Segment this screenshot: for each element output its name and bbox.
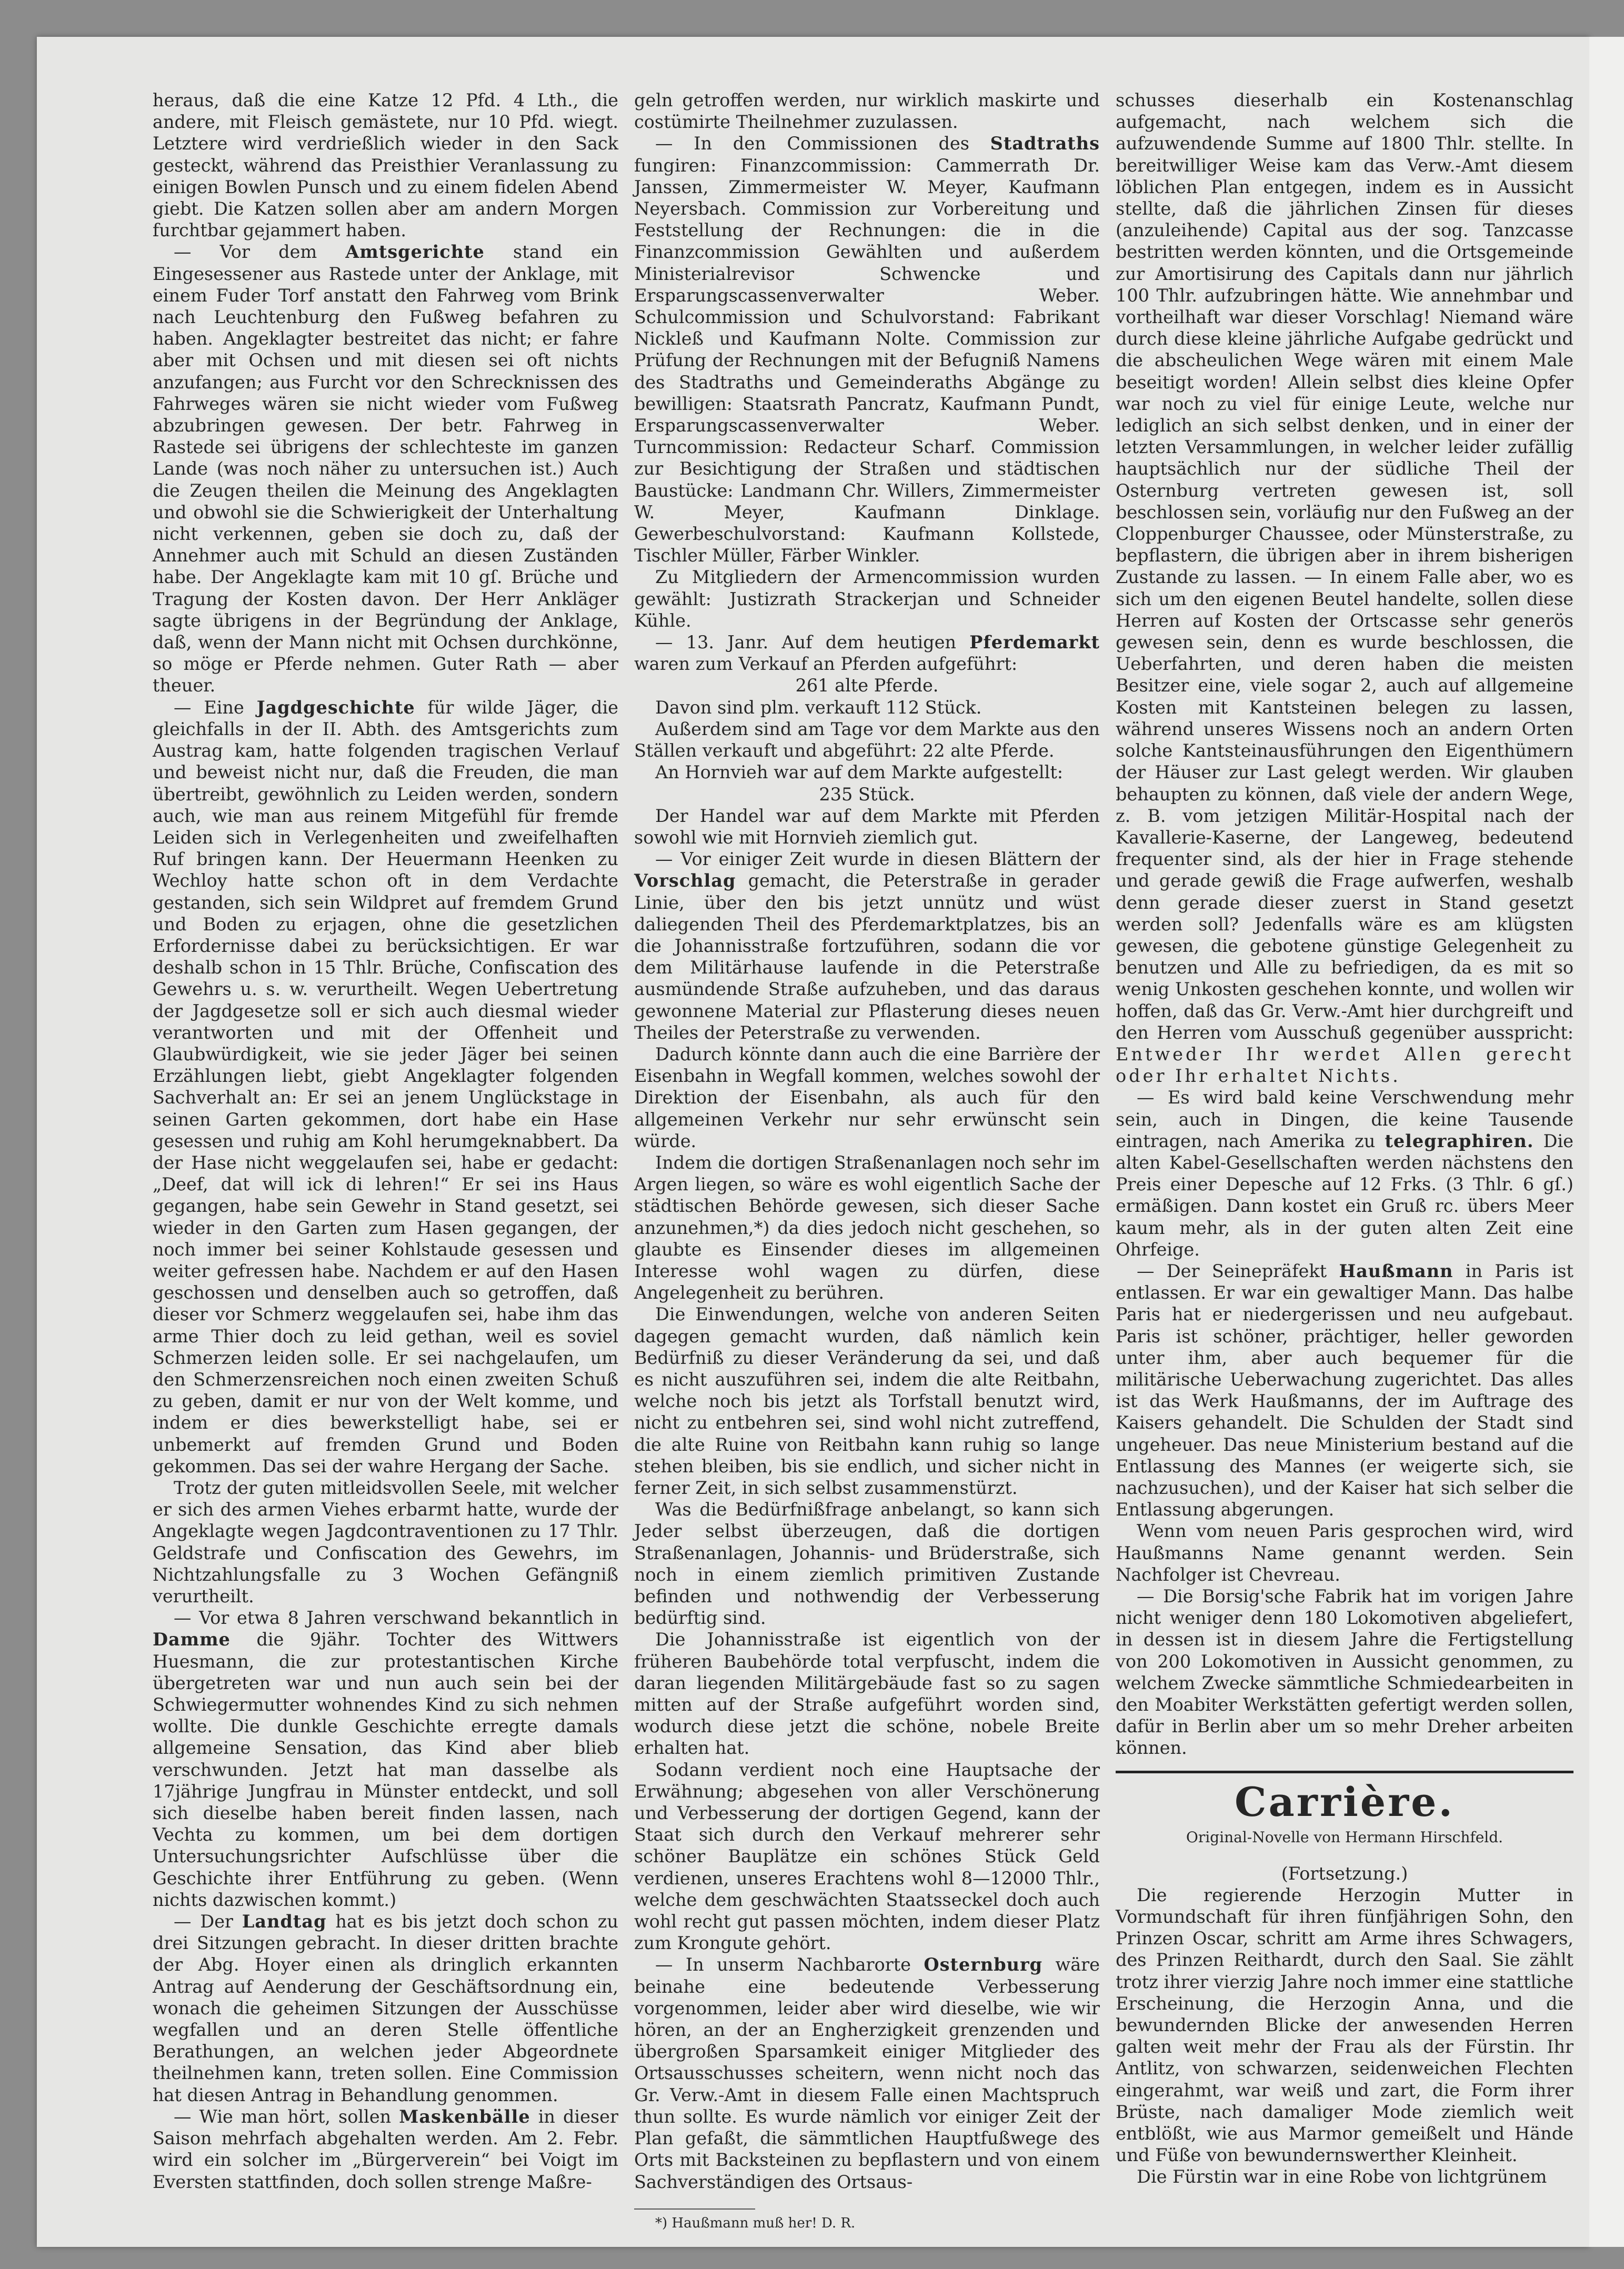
article-amtsgericht — [153, 241, 618, 696]
text: — Vor etwa 8 Jahren verschwand bekanntlich in — [174, 1608, 618, 1629]
paragraph: Trotz der guten mitleidsvollen Seele, mit welcher er sich des armen Viehes erbarmt hatte, wurde der Angeklagte wegen Jagdcontraventionen zu 17 Thlr. Geldstrafe und Confiscation des Gewehrs, im Nichtzahlungsfalle zu 3 Wochen Gefängniß verurtheilt. — [153, 1478, 618, 1607]
article-damme — [153, 1607, 618, 1911]
section-divider — [1116, 1771, 1573, 1773]
paragraph: geln getroffen werden, nur wirklich maskirte und costümirte Theilnehmer zuzulassen. — [634, 90, 1100, 133]
article-stadtrath — [634, 133, 1100, 566]
text: hat es bis jetzt doch schon zu drei Sitzungen gebracht. In dieser dritten brachte der Abg. Hoyer einen als dringlich erkannten Antrag auf Aenderung der Geschäftsordnung ein, wonach die geheimen Sitzungen der Ausschüsse wegfallen und an deren Stelle öffentliche Berathungen, an welchen jeder Abgeordnete theilnehmen kann, treten sollen. Eine Commission hat diesen Antrag in Behandlung genommen. — [153, 1911, 618, 2105]
keyword-stadtraths: Stadtraths — [990, 133, 1100, 154]
paragraph: Sodann verdient noch eine Hauptsache der Erwähnung; abgesehen von aller Verschönerung und Verbesserung der dortigen Gegend, kann der Staat sich durch den Verkauf mehrerer sehr schöner Bauplätze ein schönes Stück Geld verdienen, unseres Erachtens wohl 8—12000 Thlr., welche dem geschwächten Staatsseckel doch auch wohl recht gut passen möchten, indem dieser Platz zum Krongute gehört. — [634, 1759, 1100, 1954]
article-cats-end: heraus, daß die eine Katze 12 Pfd. 4 Lth., die andere, mit Fleisch gemästete, nur 10 Pfd. wiegt. Letztere wird verdrießlich wieder in den Sack gesteckt, während das Preisthier Veranlassung zu einigen Bowlen Punsch und zu einem fidelen Abend giebt. Die Katzen sollen aber am andern Morgen furchtbar gejammert haben. — [153, 90, 618, 241]
article-vorschlag — [634, 848, 1100, 1043]
article-jagdgeschichte — [153, 697, 618, 1477]
text: — Der Seinepräfekt — [1137, 1260, 1339, 1281]
keyword-haussmann: Haußmann — [1339, 1260, 1453, 1281]
novel-subtitle: Original-Novelle von Hermann Hirschfeld. — [1186, 1828, 1503, 1846]
text: — Wie man hört, sollen — [174, 2106, 399, 2127]
novel-continuation: (Fortsetzung.) — [1281, 1863, 1408, 1884]
text: — Vor dem — [174, 242, 346, 263]
article-osternburg — [634, 1954, 1100, 2192]
novel-paragraph: Die regierende Herzogin Mutter in Vormundschaft für ihren fünfjährigen Sohn, den Prinzen Oscar, schritt am Arme ihres Schwagers, des Prinzen Reithardt, durch den Saal. Sie zählt trotz ihrer vierzig Jahre noch immer eine stattliche Erscheinung, die Herzogin Anna, und die bewundernden Blicke der anwesenden Herren galten weit mehr der Frau als der Fürstin. Ihr Antlitz, von schwarzen, seidenweichen Flechten eingerahmt, war weiß und zart, die Form ihrer Brüste, nach damaliger Mode ziemlich weit entblößt, wie aus Marmor gemeißelt und Hände und Füße von bewundernswerther Kleinheit. — [1116, 1884, 1573, 2166]
text: gemacht, die Peterstraße in gerader Linie, über den bis jetzt unnütz und wüst daliegenden Theil des Pferdemarktplatzes, bis an die Johannisstraße fortzuführen, sodann die vor dem Militärhause laufende in die Peterstraße ausmündende Straße aufzuheben, und das daraus gewonnene Material zur Pflasterung dieses neuen Theiles der Peterstraße zu verwenden. — [634, 870, 1100, 1043]
paragraph — [1116, 89, 1573, 1087]
footnote: *) Haußmann muß her! D. R. — [655, 2215, 856, 2231]
novel-title: Carrière. — [1235, 1778, 1455, 1825]
paragraph: An Hornvieh war auf dem Markte aufgestellt: — [655, 762, 1064, 783]
keyword-jagdgeschichte: Jagdgeschichte — [256, 697, 415, 718]
text: die 9jähr. Tochter des Wittwers Huesmann, die zur protestantischen Kirche übergetreten war und nun auch sein bei der Schwiegermutter wohnendes Kind zu sich nehmen wollte. Die dunkle Geschichte erregte damals allgemeine Sensation, das Kind aber blieb verschwunden. Jetzt hat man dasselbe als 17jährige Jungfrau in Münster entdeckt, und soll sich dieselbe haben bereit finden lassen, nach Vechta zu kommen, um bei dem dortigen Untersuchungsrichter Aufschlüsse über die Geschichte ihrer Entführung zu geben. (Wenn nichts dazwischen kommt.) — [153, 1629, 618, 1910]
paragraph: Die Einwendungen, welche von anderen Seiten dagegen gemacht wurden, daß nämlich kein Bedürfniß zu dieser Veränderung da sei, und daß es nicht auszuführen sei, indem die alte Reitbahn, welche noch bis jetzt als Torfstall benutzt wird, nicht zu entbehren sei, sind wohl nicht zutreffend, die alte Ruine von Reitbahn kann ruhig so lange stehen bleiben, bis sie endlich, und sicher nicht in ferner Zeit, in sich selbst zusammenstürzt. — [634, 1304, 1100, 1498]
text: waren zum Verkauf an Pferden aufgeführt: — [634, 654, 1018, 675]
column-2 — [634, 89, 1100, 2232]
keyword-maskenbaelle: Maskenbälle — [399, 2106, 530, 2127]
paragraph: Der Handel war auf dem Markte mit Pferden sowohl wie mit Hornvieh ziemlich gut. — [634, 805, 1100, 848]
text: — In unserm Nachbarorte — [655, 1954, 924, 1975]
market-count-horses: 261 alte Pferde. — [795, 675, 939, 696]
paragraph: Indem die dortigen Straßenanlagen noch sehr im Argen liegen, so wäre es wohl eigentlich Sache der städtischen Behörde gewesen, sich dieser Sache anzunehmen,*) da dies jedoch nicht geschehen, so glaubte es Einsender dieses im allgemeinen Interesse wohl wagen zu dürfen, diese Angelegenheit zu berühren. — [634, 1152, 1100, 1303]
keyword-vorschlag: Vorschlag — [634, 870, 736, 891]
paragraph: Zu Mitgliedern der Armencommission wurden gewählt: Justizrath Strackerjan und Schneider Kühle. — [634, 567, 1100, 631]
article-telegraph — [1116, 1087, 1573, 1260]
text: in Paris ist entlassen. Er war ein gewaltiger Mann. Das halbe Paris hat er niedergerissen und neu aufgebaut. Paris ist schöner, prächtiger, heller geworden unter ihm, aber auch bequemer für die militärische Ueberwachung zugerichtet. Das alles ist das Werk Haußmanns, der im Auftrage des Kaisers gehandelt. Die Schulden der Stadt sind ungeheuer. Das neue Ministerium bestand auf die Entlassung des Mannes (er weigerte sich, sie nachzusuchen), und der Kaiser hat sich selber die Entlassung abgerungen. — [1116, 1260, 1574, 1520]
paragraph: Was die Bedürfnißfrage anbelangt, so kann sich Jeder selbst überzeugen, daß die dortigen Straßenanlagen, Johannis- und Brüderstraße, sich noch in einem ziemlich primitiven Zustande befinden und nothwendig der Verbesserung bedürftig sind. — [634, 1499, 1100, 1629]
text: in dieser Saison mehrfach abgehalten werden. Am 2. Febr. wird ein solcher im „Bürgerverein“ bei Voigt im Eversten stattfinden, doch sollen strenge Maßre- — [153, 2106, 619, 2192]
keyword-pferdemarkt: Pferdemarkt — [969, 632, 1100, 653]
keyword-telegraphiren: telegraphiren. — [1385, 1130, 1534, 1151]
text: Die alten Kabel-Gesellschaften werden nächstens den Preis einer Depesche auf 12 Frks. (3 Thlr. 6 gſ.) ermäßigen. Dann kostet ein Gruß rc. übers Meer kaum mehr, als in der guten alten Zeit eine Ohrfeige. — [1116, 1130, 1574, 1260]
paragraph: Dadurch könnte dann auch die eine Barrière der Eisenbahn in Wegfall kommen, welches sowohl der Direktion der Eisenbahn, als auch für den allgemeinen Verkehr nur sehr erwünscht sein würde. — [634, 1043, 1100, 1151]
article-pferdemarkt — [634, 631, 1100, 675]
text: fungiren: Finanzcommission: Cammerrath Dr. Janssen, Zimmermeister W. Meyer, Kaufmann Neyersbach. Commission zur Vorbereitung und Feststellung der Rechnungen: die in die Finanzcommission Gewählten und außerdem Ministerialrevisor Schwencke und Ersparungscassenverwalter Weber. Schulcommission und Schulvorstand: Fabrikant Nickleß und Kaufmann Nolte. Commission zur Prüfung der Rechnungen mit der Befugniß Namens des Stadtraths und Gemeinderaths Abgänge zu bewilligen: Staatsrath Pancratz, Kaufmann Pundt, Ersparungscassenverwalter Weber. Turncommission: Redacteur Scharf. Commission zur Besichtigung der Straßen und städtischen Baustücke: Landmann Chr. Willers, Zimmermeister W. Meyer, Kaufmann Dinklage. Gewerbeschulvorstand: Kaufmann Kollstede, Tischler Müller, Färber Winkler. — [634, 155, 1100, 566]
article-landtag — [153, 1911, 618, 2106]
text: für wilde Jäger, die gleichfalls in der II. Abth. des Amtsgerichts zum Austrag kam, hatte folgenden tragischen Verlauf und beweist nicht nur, daß die Freuden, die man übertreibt, gewöhnlich zu Leiden werden, sondern auch, wie man aus reinem Mitgefühl für fremde Leiden sich in Verlegenheiten und zweifelhaften Ruf bringen kann. Der Heuermann Heenken zu Wechloy hatte schon oft in dem Verdachte gestanden, sich sein Wildpret auf fremdem Grund und Boden zu erjagen, ohne die gesetzlichen Erfordernisse dabei zu berücksichtigen. Er war deshalb schon in 15 Thlr. Brüche, Confiscation des Gewehrs u. s. w. verurtheilt. Wegen Uebertretung der Jagdgesetze soll er sich auch diesmal wieder verantworten und mit der Offenheit und Glaubwürdigkeit, wie sie jeder Jäger bei seinen Erzählungen liebt, giebt Angeklagter folgenden Sachverhalt an: Er sei an jenem Unglückstage in seinen Garten gekommen, dort habe ein Hase gesessen und ruhig am Kohl herumgeknabbert. Da der Hase nicht weggelaufen sei, habe er gedacht: „Deef, dat will ick di lehren!“ Er sei ins Haus gegangen, habe sein Gewehr in Stand gesetzt, sei wieder in den Garten zum Hasen gegangen, der noch immer bei seiner Kohlstaude gesessen und weiter gefressen habe. Nachdem er auf den Hasen geschossen und denselben auch so getroffen, daß dieser vor Schmerz weggelaufen sei, habe ihm das arme Thier doch zu leid gethan, weil es soviel Schmerzen leiden solle. Er sei nachgelaufen, um den Schmerzensreichen noch einen zweiten Schuß zu geben, damit er nur von der Welt komme, und indem er dies bewerkstelligt habe, sei er unbemerkt auf fremden Grund und Boden gekommen. Das sei der wahre Hergang der Sache. — [153, 697, 618, 1477]
keyword-osternburg: Osternburg — [924, 1954, 1043, 1975]
keyword-amtsgerichte: Amtsgerichte — [345, 242, 485, 263]
paragraph: Wenn vom neuen Paris gesprochen wird, wird Haußmanns Name genannt werden. Sein Nachfolger ist Chevreau. — [1116, 1521, 1573, 1585]
paragraph: Die Johannisstraße ist eigentlich von der früheren Baubehörde total verpfuscht, indem die daran liegenden Militärgebäude fast so zu sagen mitten auf der Straße aufgeführt worden sind, wodurch diese jetzt die schöne, nobele Breite erhalten hat. — [634, 1629, 1100, 1759]
text: — Vor einiger Zeit wurde in diesen Blättern der — [655, 849, 1100, 870]
paragraph: Davon sind plm. verkauft 112 Stück. — [655, 697, 982, 718]
article-maskenbaelle — [153, 2106, 618, 2193]
text: wäre beinahe eine bedeutende Verbesserung vorgenommen, leider aber wird dieselbe, wie wir hören, an der an Engherzigkeit grenzenden und übergroßen Sparsamkeit einiger Mitglieder des Ortsausschusses scheitern, wenn nicht noch das Gr. Verw.-Amt in diesem Falle einen Machtspruch thun sollte. Es wurde nämlich vor einiger Zeit der Plan gefaßt, die sämmtlichen Hauptfußwege des Orts mit Backsteinen zu bepflastern und von einem Sachverständigen des Ortsaus- — [634, 1954, 1100, 2192]
text: — Der — [174, 1911, 242, 1932]
text: schusses dieserhalb ein Kostenanschlag aufgemacht, nach welchem sich die aufzuwendende Summe auf 1800 Thlr. stellte. In bereitwilliger Weise kam das Verw.-Amt diesem löblichen Plan entgegen, indem es in Aussicht stellte, daß die jährlichen Zinsen für dieses (anzuleihende) Capital aus der sog. Tanzcasse bestritten werden könnten, und die Ortsgemeinde zur Amortisirung des Capitals dann nur jährlich 100 Thlr. aufzubringen hätte. Wie annehmbar und vortheilhaft war dieser Vorschlag! Niemand wäre durch diese kleine jährliche Aufgabe gedrückt und die abscheulichen Wege wären mit einem Male beseitigt worden! Allein selbst dies kleine Opfer war noch zu viel für einige Leute, welche nur lediglich an sich selbst denken, und in einer der letzten Versammlungen, in welcher leider zufällig hauptsächlich nur der südliche Theil der Osternburg vertreten gewesen ist, soll beschlossen sein, vorläufig nur den Fußweg an der Cloppenburger Chaussee, oder Münsterstraße, zu bepflastern, die übrigen aber in ihrem bisherigen Zustande zu lassen. — In einem Falle aber, wo es sich um den eigenen Beutel handelte, sollen diese Herren auf Kosten der Ortscasse sehr generös gewesen sein, denn es wurde beschlossen, die Ueberfahrten, und deren haben die meisten Besitzer eine, viele sogar 2, auch auf allgemeine Kosten mit Kantsteinen belegen zu lassen, während unseres Wissens noch an andern Orten solche Kantsteinausführungen den Eigenthümern der Häuser zur Last gelegt werden. Wir glauben behaupten zu können, daß viele der andern Wege, z. B. vom jetzigen Militär-Hospital nach der Kavallerie-Kaserne, der Langeweg, bedeutend frequenter sind, als der hier in Frage stehende und gerade gewiß die Frage aufwerfen, weshalb denn gerade dieser zuerst in Stand gesetzt werden soll? Jedenfalls wäre es am klügsten gewesen, die gebotene günstige Gelegenheit zu benutzen und Alle zu befriedigen, da es mit so wenig Unkosten geschehen konnte, und wollen wir hoffen, daß das Gr. Verw.-Amt hier durchgreift und den Herren vom Ausschuß gegenüber ausspricht: — [1116, 90, 1573, 1043]
page-edge — [1589, 37, 1624, 2247]
spaced-quote: Entweder Ihr werdet Allen gerecht oder Ihr erhaltet Nichts. — [1116, 1043, 1573, 1087]
text: — In den Commissionen des — [655, 133, 990, 154]
text: — Eine — [174, 697, 257, 718]
paragraph: — Die Borsig'sche Fabrik hat im vorigen Jahre nicht weniger denn 180 Lokomotiven abgeliefert, in dessen ist in diesem Jahre die Fertigstellung von 200 Lokomotiven in Aussicht genommen, zu welchem Zwecke sämmtliche Schmiedearbeiten in den Moabiter Werkstätten gefertigt werden sollen, dafür in Berlin aber um so mehr Dreher arbeiten können. — [1116, 1586, 1573, 1759]
article-haussmann — [1116, 1260, 1573, 1520]
keyword-damme: Damme — [153, 1629, 230, 1650]
market-count-cattle: 235 Stück. — [819, 784, 915, 805]
text: — Es wird bald keine Verschwendung mehr sein, auch in Dingen, die keine Tausende eintragen, nach Amerika zu — [1116, 1087, 1573, 1151]
novel-paragraph: Die Fürstin war in eine Robe von lichtgrünem — [1137, 2166, 1547, 2187]
text: — 13. Janr. Auf dem heutigen — [655, 632, 970, 653]
text: stand ein Eingesessener aus Rastede unter der Anklage, mit einem Fuder Torf anstatt den Fahrweg vom Brink nach Leuchtenburg den Fußweg befahren zu haben. Angeklagter bestreitet das nicht; er fahre aber mit Ochsen und mit diesen sei oft nichts anzufangen; aus Furcht vor den Schrecknissen des Fahrweges wären sie nicht wieder vom Fußweg abzubringen gewesen. Der betr. Fahrweg in Rastede sei übrigens der schlechteste im ganzen Lande (was noch näher zu untersuchen ist.) Auch die Zeugen theilen die Meinung des Angeklagten und obwohl sie die Schwierigkeit der Unterhaltung nicht verkennen, geben sie doch zu, daß der Annehmer auch mit Schuld an diesen Zuständen habe. Der Angeklagte kam mit 10 gſ. Brüche und Tragung der Kosten davon. Der Herr Ankläger sagte übrigens in der Begründung der Anklage, daß, wenn der Mann nicht mit Ochsen durchkönne, so möge er Pferde nehmen. Guter Rath — aber theuer. — [153, 242, 618, 696]
footnote-divider — [634, 2208, 755, 2210]
paragraph: Außerdem sind am Tage vor dem Markte aus den Ställen verkauft und abgeführt: 22 alte Pferde. — [634, 718, 1100, 761]
column-1 — [153, 89, 618, 2193]
keyword-landtag: Landtag — [242, 1911, 327, 1932]
column-3 — [1116, 89, 1573, 2188]
